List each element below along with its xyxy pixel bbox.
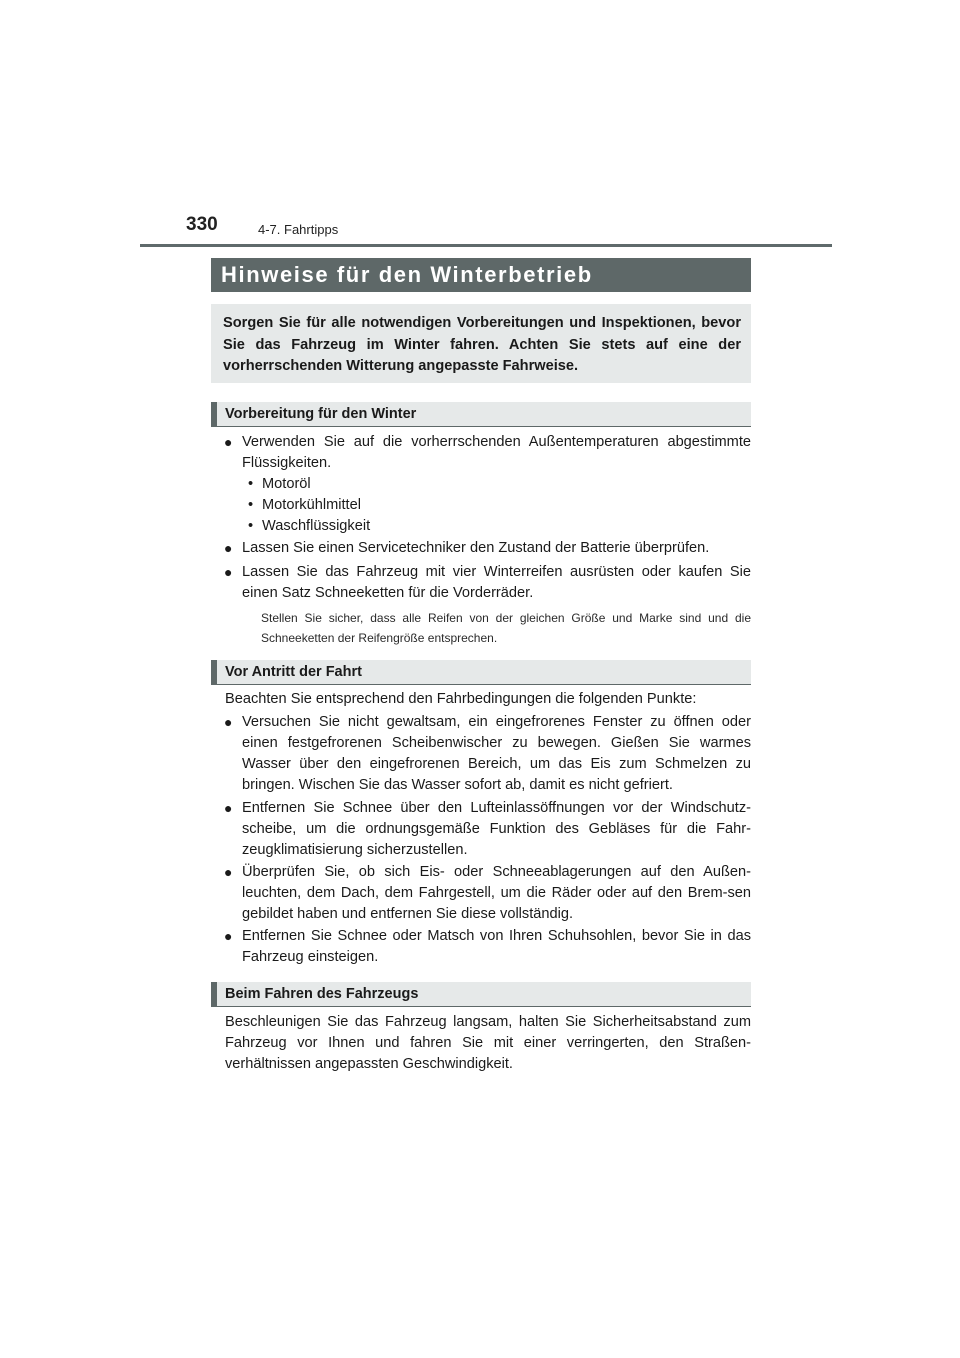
bullet-dot-icon: ● bbox=[224, 434, 233, 450]
bullet-item bbox=[224, 862, 751, 925]
bullet-text: Versuchen Sie nicht gewaltsam, ein eingefrorenes Fenster zu öffnen oder einen festgefrorenen Scheibenwischer zu bewegen. Gießen Sie warmes Wasser über den eingefrorenen Bereich, um das Eis zum Schmelzen zu bringen. Wischen Sie das Wasser sofort ab, damit es nicht gefriert. bbox=[242, 714, 751, 793]
section-heading-winter-prep: Vorbereitung für den Winter bbox=[211, 402, 751, 426]
bullet-dot-icon: ● bbox=[224, 864, 233, 880]
section-heading-while-driving: Beim Fahren des Fahrzeugs bbox=[211, 982, 751, 1006]
bullet-item bbox=[224, 538, 751, 559]
bullet-text: Lassen Sie das Fahrzeug mit vier Winterreifen ausrüsten oder kaufen Sie einen Satz Schneeketten für die Vorderräder. bbox=[242, 564, 751, 601]
sub-item-text: Motoröl bbox=[262, 476, 311, 492]
sub-bullet-icon: • bbox=[248, 497, 254, 513]
bullet-item bbox=[224, 562, 751, 604]
bullet-text: Lassen Sie einen Servicetechniker den Zustand der Batterie überprüfen. bbox=[242, 540, 710, 556]
sub-item-text: Waschflüssigkeit bbox=[262, 518, 371, 534]
bullet-text: Entfernen Sie Schnee oder Matsch von Ihren Schuhsohlen, bevor Sie in das Fahrzeug einsteigen. bbox=[242, 928, 751, 965]
bullet-dot-icon: ● bbox=[224, 800, 233, 816]
bullet-text: Verwenden Sie auf die vorherrschenden Außentemperaturen abgestimmte Flüssigkeiten. bbox=[242, 434, 751, 471]
sub-bullet-icon: • bbox=[248, 476, 254, 492]
bullet-dot-icon: ● bbox=[224, 714, 233, 730]
section-lead: Beachten Sie entsprechend den Fahrbedingungen die folgenden Punkte: bbox=[225, 691, 697, 707]
bullet-item bbox=[224, 712, 751, 796]
section-path: 4-7. Fahrtipps bbox=[258, 222, 339, 237]
section-paragraph: Beschleunigen Sie das Fahrzeug langsam, halten Sie Sicherheitsabstand zum Fahrzeug vor Ihnen und fahren Sie mit einer verringerten, den Straßen-verhältnissen angepassten Geschwindigkeit. bbox=[225, 1014, 751, 1072]
bullet-dot-icon: ● bbox=[224, 928, 233, 944]
sub-item-text: Motorkühlmittel bbox=[262, 497, 361, 513]
sub-item bbox=[248, 516, 370, 537]
intro-box: Sorgen Sie für alle notwendigen Vorbereitungen und Inspektionen, bevor Sie das Fahrzeug im Winter fahren. Achten Sie stets auf eine der vorherrschenden Witterung angepasste Fahrweise. bbox=[211, 304, 751, 383]
bullet-text: Überprüfen Sie, ob sich Eis- oder Schneeablagerungen auf den Außen-leuchten, dem Dach, dem Fahrgestell, um die Räder oder auf den Brem-sen gebildet haben und entfernen Sie diese vollständig. bbox=[242, 864, 751, 922]
sub-item bbox=[248, 495, 361, 516]
bullet-item bbox=[224, 798, 751, 861]
bullet-dot-icon: ● bbox=[224, 540, 233, 556]
bullet-text: Entfernen Sie Schnee über den Lufteinlassöffnungen vor der Windschutz-scheibe, um die ordnungsgemäße Funktion des Gebläses für die Fahr-zeugklimatisierung sicherzustellen. bbox=[242, 800, 751, 858]
section-heading-before-driving: Vor Antritt der Fahrt bbox=[211, 660, 751, 684]
page-number: 330 bbox=[186, 214, 218, 235]
note-text: Stellen Sie sicher, dass alle Reifen von der gleichen Größe und Marke sind und die Schneeketten der Reifengröße entsprechen. bbox=[261, 611, 751, 645]
bullet-dot-icon: ● bbox=[224, 564, 233, 580]
sub-bullet-icon: • bbox=[248, 518, 254, 534]
bullet-item bbox=[224, 926, 751, 968]
page-title: Hinweise für den Winterbetrieb bbox=[211, 258, 751, 292]
bullet-item bbox=[224, 432, 751, 474]
header-rule bbox=[140, 244, 832, 247]
sub-item bbox=[248, 474, 311, 495]
